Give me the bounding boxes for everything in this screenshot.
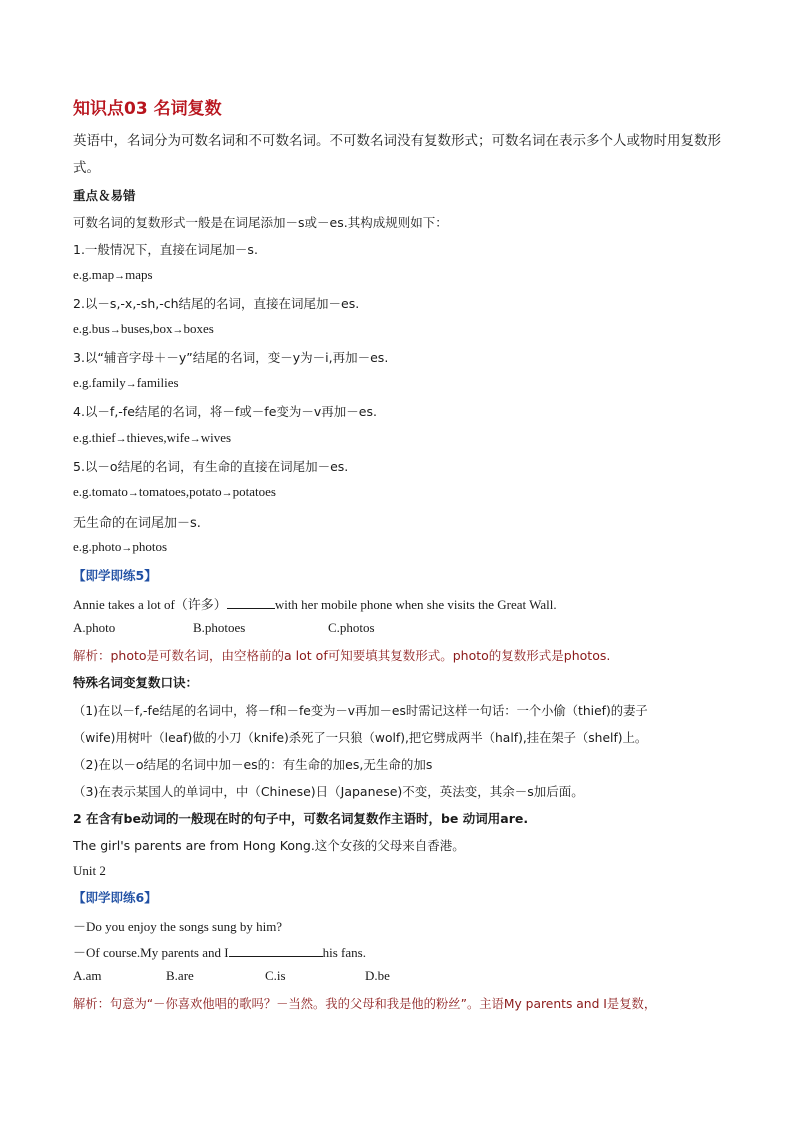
example-3 [73,375,179,391]
question-text: Annie takes a lot of（许多） [73,597,227,612]
question-text: his fans. [322,945,366,960]
arrow-icon: → [109,324,121,336]
mnemonic-1b: （wife)用树叶（leaf)做的小刀（knife)杀死了一只狼（wolf),把它劈成两半（half),挂在架子（shelf)上。 [73,731,648,745]
arrow-icon: → [125,378,137,390]
arrow-icon: → [172,324,184,336]
practice-6-line2 [73,942,366,961]
section-title: 知识点03 名词复数 [73,99,222,119]
arrow-icon: → [114,270,126,282]
example-word: tomatoes,potato [138,484,222,499]
example-word: wives [200,430,232,445]
example-word: families [136,375,179,390]
practice-5-analysis: 解析：photo是可数名词，由空格前的a lot of可知要填其复数形式。photo的复数形式是photos. [73,648,611,663]
unit-label: Unit 2 [73,863,106,878]
mnemonic-heading: 特殊名词变复数口诀： [73,675,199,690]
example-word: e.g.thief [73,430,116,445]
practice-5-question [73,594,557,613]
example-word: maps [125,267,153,282]
be-verb-example: The girl's parents are from Hong Kong.这个女孩的父母来自香港。 [73,838,465,853]
answer-blank [227,608,275,609]
arrow-icon: → [127,487,139,499]
answer-blank [229,956,323,957]
option-c: C.photos [328,620,375,635]
intro-paragraph: 英语中，名词分为可数名词和不可数名词。不可数名词没有复数形式；可数名词在表示多个人或物时用复数形式。 [73,133,721,176]
practice-6-heading: 【即学即练6】 [73,890,157,905]
rule-2: 2.以－s,-x,-sh,-ch结尾的名词，直接在词尾加－es. [73,296,360,311]
example-word: e.g.family [73,375,126,390]
example-word: thieves,wife [126,430,190,445]
key-heading: 重点＆易错 [73,188,136,203]
rule-5b: 无生命的在词尾加－s. [73,516,201,531]
example-4 [73,430,231,446]
option-b: B.photoes [193,620,246,635]
rule-3: 3.以“辅音字母＋－y”结尾的名词，变－y为－i,再加－es. [73,350,389,365]
rule-5: 5.以－o结尾的名词，有生命的直接在词尾加－es. [73,459,349,474]
rule-4: 4.以－f,-fe结尾的名词，将－f或－fe变为－v再加－es. [73,404,377,419]
option-a: A.photo [73,620,116,635]
example-word: potatoes [232,484,276,499]
question-text: －Of course.My parents and I [73,945,229,960]
practice-5-heading: 【即学即练5】 [73,568,157,583]
question-text: with her mobile phone when she visits the Great Wall. [274,597,557,612]
be-verb-rule: 2 在含有be动词的一般现在时的句子中，可数名词复数作主语时，be 动词用are. [73,811,529,826]
arrow-icon: → [189,433,201,445]
mnemonic-2: （2)在以－o结尾的名词中加－es的：有生命的加es,无生命的加s [73,757,433,772]
arrow-icon: → [121,542,133,554]
example-word: boxes [183,321,214,336]
example-word: photos [132,539,168,554]
option-b: B.are [166,968,194,983]
mnemonic-1a: （1)在以－f,-fe结尾的名词中，将－f和－fe变为－v再加－es时需记这样一句话：一个小偷（thief)的妻子 [73,704,648,718]
example-word: e.g.map [73,267,115,282]
option-c: C.is [265,968,286,983]
arrow-icon: → [221,487,233,499]
practice-6-line1: －Do you enjoy the songs sung by him? [73,919,283,934]
option-a: A.am [73,968,102,983]
practice-6-analysis: 解析：句意为“－你喜欢他唱的歌吗？－当然。我的父母和我是他的粉丝”。主语My parents and I是复数， [73,997,657,1011]
option-d: D.be [365,968,390,983]
example-5 [73,484,276,500]
example-word: e.g.photo [73,539,122,554]
example-word: buses,box [120,321,173,336]
rule-1: 1.一般情况下，直接在词尾加－s. [73,242,258,257]
example-1 [73,267,153,283]
example-6 [73,539,167,555]
example-word: e.g.bus [73,321,110,336]
arrow-icon: → [115,433,127,445]
example-2 [73,321,214,337]
example-word: e.g.tomato [73,484,128,499]
rules-intro: 可数名词的复数形式一般是在词尾添加－s或－es.其构成规则如下： [73,215,448,230]
mnemonic-3: （3)在表示某国人的单词中，中（Chinese)日（Japanese)不变，英法变，其余－s加后面。 [73,784,584,799]
